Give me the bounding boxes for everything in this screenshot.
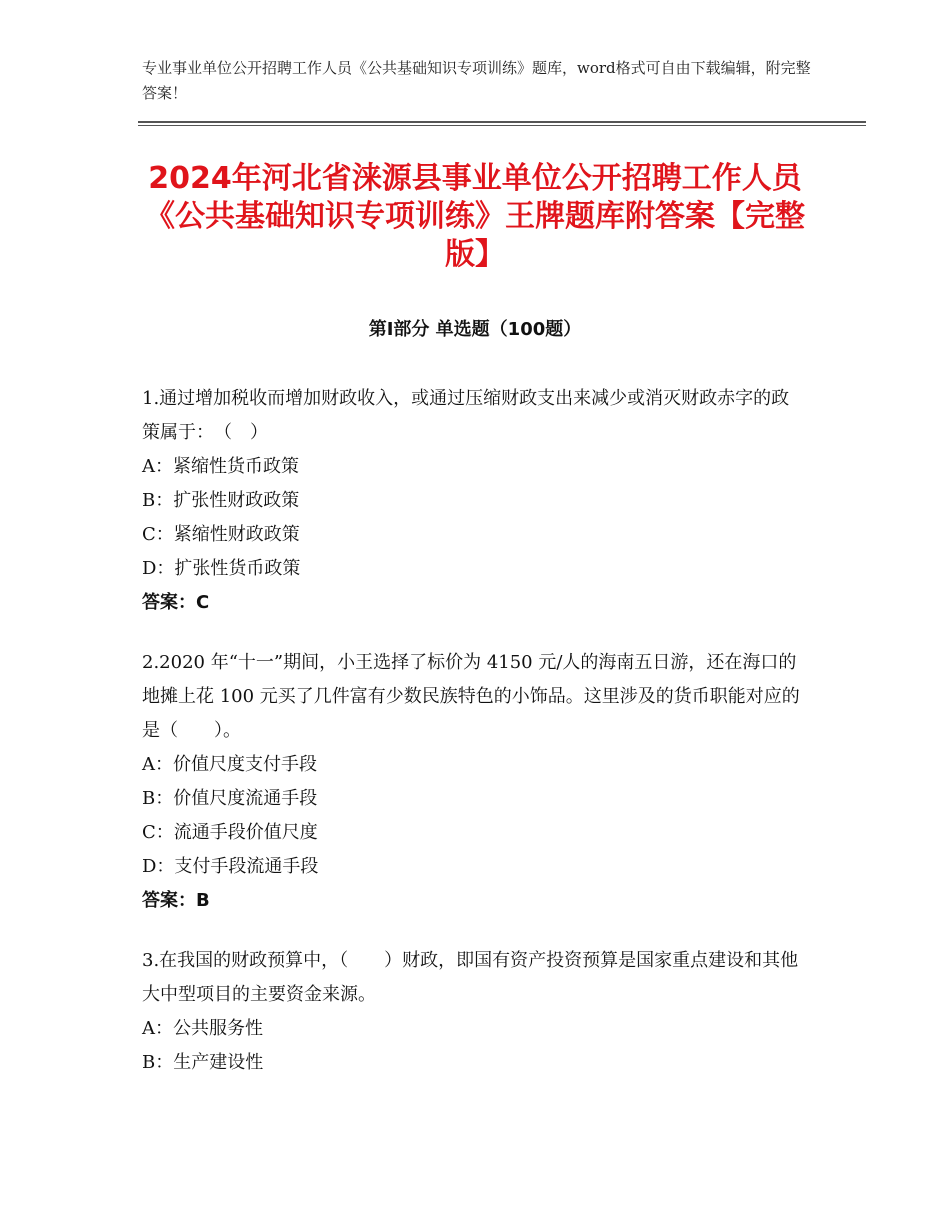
question-list xyxy=(142,382,802,1106)
answer: 答案：B xyxy=(142,890,210,911)
option-c: C：紧缩性财政政策 xyxy=(142,524,300,545)
option-b: B：价值尺度流通手段 xyxy=(142,788,318,809)
header-divider xyxy=(138,121,866,126)
option-c: C：流通手段价值尺度 xyxy=(142,822,318,843)
option-a: A：紧缩性货币政策 xyxy=(142,456,299,477)
question-1 xyxy=(142,382,802,620)
question-stem: 3.在我国的财政预算中，（ ）财政，即国有资产投资预算是国家重点建设和其他大中型项目的主要资金来源。 xyxy=(142,950,799,1005)
header-note: 专业事业单位公开招聘工作人员《公共基础知识专项训练》题库，word格式可自由下载编辑，附完整答案！ xyxy=(142,59,811,102)
option-a: A：价值尺度支付手段 xyxy=(142,754,317,775)
question-2 xyxy=(142,646,802,918)
question-3 xyxy=(142,944,802,1080)
section-title: 第Ⅰ部分 单选题（100题） xyxy=(368,319,582,340)
option-b: B：扩张性财政政策 xyxy=(142,490,300,511)
option-b: B：生产建设性 xyxy=(142,1052,264,1073)
option-d: D：扩张性货币政策 xyxy=(142,558,301,579)
document-title: 2024年河北省涞源县事业单位公开招聘工作人员《公共基础知识专项训练》王牌题库附答案【完整版】 xyxy=(145,161,805,272)
option-d: D：支付手段流通手段 xyxy=(142,856,319,877)
question-stem: 1.通过增加税收而增加财政收入，或通过压缩财政支出来减少或消灭财政赤字的政策属于： （ ） xyxy=(142,388,790,443)
option-a: A：公共服务性 xyxy=(142,1018,263,1039)
answer: 答案：C xyxy=(142,592,210,613)
question-stem: 2.2020 年“十一”期间，小王选择了标价为 4150 元/人的海南五日游，还在海口的地摊上花 100 元买了几件富有少数民族特色的小饰品。这里涉及的货币职能对应的是（ ）。 xyxy=(142,652,800,741)
